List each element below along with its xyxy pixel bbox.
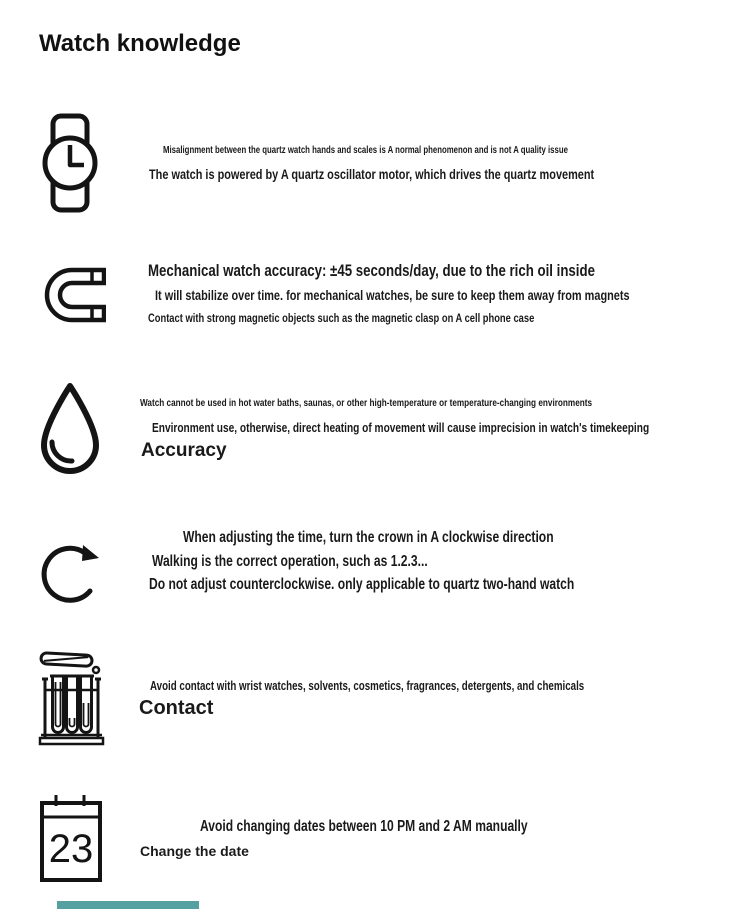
- section-text: Walking is the correct operation, such as 1.2.3...: [152, 553, 428, 570]
- section-note: Watch cannot be used in hot water baths, saunas, or other high-temperature or temperature-changing environments: [140, 397, 593, 409]
- page-title: Watch knowledge: [39, 30, 241, 57]
- section-heading: Contact: [139, 697, 214, 719]
- clockwise-arrow-icon: [40, 528, 104, 614]
- section-text: Change the date: [140, 843, 249, 859]
- section-text: Do not adjust counterclockwise. only applicable to quartz two-hand watch: [149, 576, 575, 593]
- magnet-icon: [44, 267, 106, 325]
- section-note: Misalignment between the quartz watch hands and scales is A normal phenomenon and is not A quality issue: [163, 145, 568, 156]
- section-text: The watch is powered by A quartz oscillator motor, which drives the quartz movement: [149, 166, 595, 182]
- watch-icon: [42, 113, 98, 213]
- water-drop-icon: [38, 381, 102, 480]
- section-text: It will stabilize over time. for mechanical watches, be sure to keep them away from magnets: [155, 287, 630, 303]
- section-text: Avoid contact with wrist watches, solvents, cosmetics, fragrances, detergents, and chemicals: [150, 679, 585, 693]
- section-headline: Avoid changing dates between 10 PM and 2 AM manually: [200, 818, 528, 835]
- calendar-day: 23: [48, 827, 94, 871]
- section-text: Environment use, otherwise, direct heating of movement will cause imprecision in watch's timekeeping: [152, 420, 650, 435]
- section-note: Contact with strong magnetic objects such as the magnetic clasp on A cell phone case: [148, 311, 535, 325]
- section-heading: Accuracy: [141, 440, 227, 461]
- teal-section-divider-bar: [57, 901, 199, 909]
- section-headline: When adjusting the time, turn the crown in A clockwise direction: [183, 529, 554, 546]
- section-headline: Mechanical watch accuracy: ±45 seconds/day, due to the rich oil inside: [148, 261, 595, 280]
- calendar-icon: [39, 793, 103, 883]
- test-tubes-icon: [38, 648, 105, 747]
